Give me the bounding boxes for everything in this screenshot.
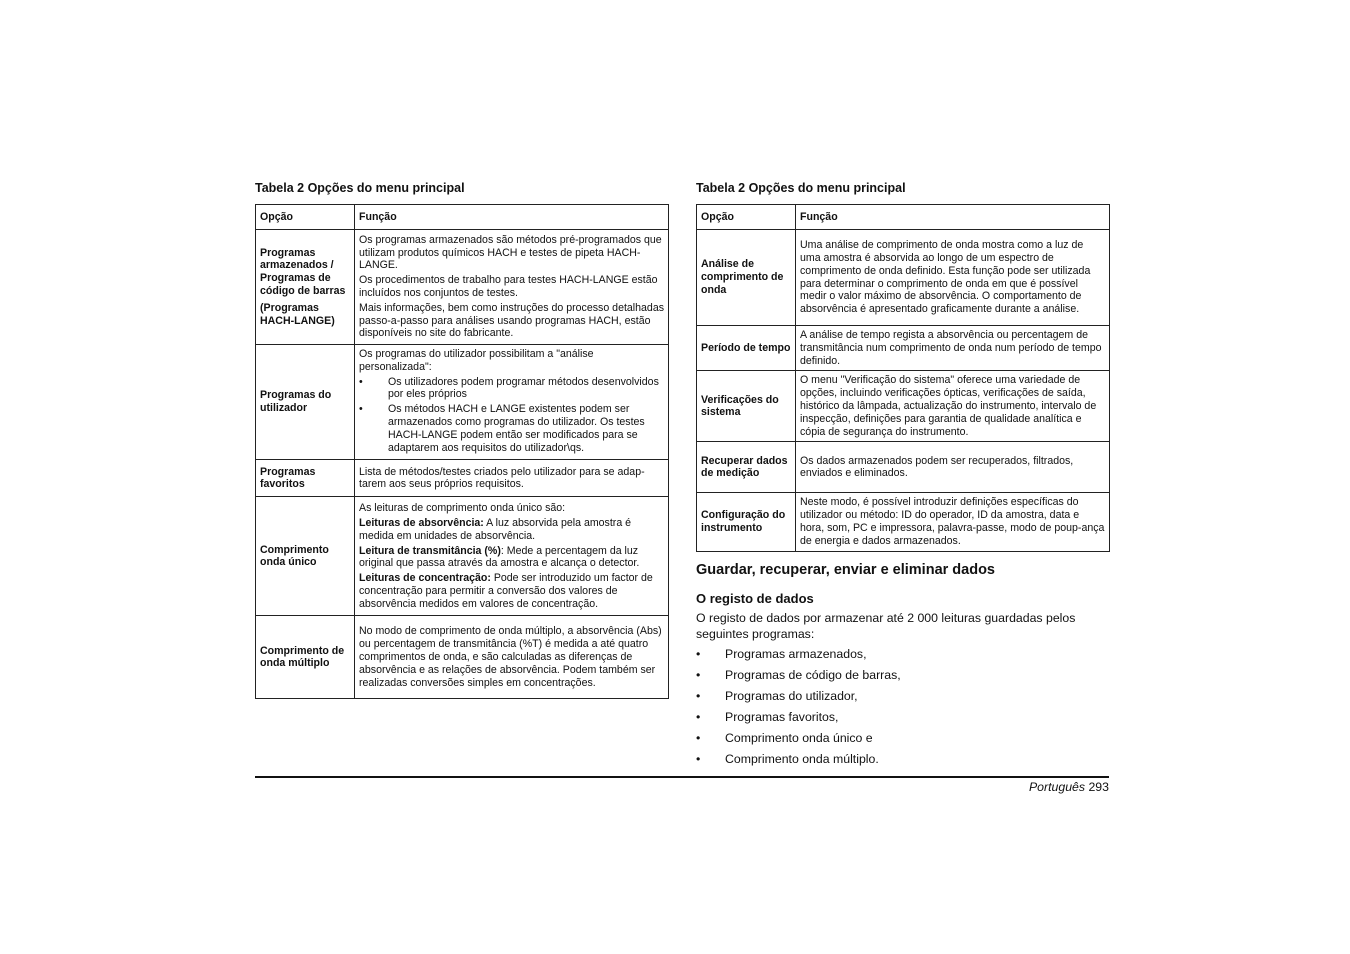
function-intro: Os programas do utilizador possibilitam a "análise personalizada": (359, 348, 594, 373)
function-cell: O menu "Verificação do sistema" oferece uma variedade de opções, incluindo verificações ópticas, verificações de saída, histórico da lâmpada, actualização do instrumento, intervalo de inspecção, definições para garantia de qualidade analítica e cópia de segurança do instrumento. (796, 371, 1110, 442)
list-item (696, 731, 901, 752)
list-item-text: Os utilizadores podem programar métodos desenvolvidos por eles próprios (388, 375, 659, 401)
header-function: Função (355, 205, 669, 230)
function-paragraph (359, 545, 664, 571)
left-column (255, 180, 669, 699)
table-row (256, 497, 669, 616)
table-row (697, 230, 1110, 326)
option-cell: Recuperar dados de medição (697, 442, 796, 493)
main-menu-options-table-right (696, 204, 1110, 552)
option-cell: Análise de comprimento de onda (697, 230, 796, 326)
bullet-icon: • (696, 668, 701, 682)
right-column (696, 180, 1110, 552)
option-cell: Comprimento de onda múltiplo (256, 616, 355, 699)
option-cell: Período de tempo (697, 326, 796, 371)
table-row (256, 460, 669, 497)
function-paragraph: Os procedimentos de trabalho para testes HACH-LANGE estão incluídos nos conjuntos de testes. (359, 274, 658, 299)
list-item-text: Programas de código de barras, (725, 668, 901, 682)
header-option: Opção (697, 205, 796, 230)
table-row (256, 230, 669, 345)
table-row (697, 442, 1110, 493)
main-menu-options-table-left (255, 204, 669, 699)
function-paragraph: Os programas armazenados são métodos pré-programados que utilizam produtos químicos HACH e testes de pipeta HACH-LANGE. (359, 233, 662, 272)
header-option: Opção (256, 205, 355, 230)
table-header-row (697, 205, 1110, 230)
reading-label: Leituras de concentração: (359, 572, 491, 585)
bullet-icon: • (696, 647, 701, 661)
table-row (697, 326, 1110, 371)
option-cell: Programas favoritos (256, 460, 355, 497)
list-item-text: Comprimento onda único e (725, 731, 873, 745)
list-item-text: Programas do utilizador, (725, 689, 858, 703)
list-item (696, 752, 901, 773)
option-cell: Comprimento onda único (256, 497, 355, 616)
table-caption: Tabela 2 Opções do menu principal (255, 181, 465, 195)
body-paragraph: O registo de dados por armazenar até 2 000 leituras guardadas pelos seguintes programas: (696, 611, 1076, 641)
function-cell: A análise de tempo regista a absorvência ou percentagem de transmitância num comprimento de onda num período de tempo definido. (796, 326, 1110, 371)
function-cell (355, 230, 669, 345)
reading-text: : Mede a percentagem da luz original que passa através da amostra e alcança o detector. (359, 544, 640, 570)
option-cell: Programas do utilizador (256, 345, 355, 460)
list-item-text: Programas favoritos, (725, 710, 839, 724)
bullet-icon: • (696, 752, 701, 766)
header-function: Função (796, 205, 1110, 230)
bullet-icon: • (359, 403, 363, 416)
table-row (256, 345, 669, 460)
function-intro: As leituras de comprimento onda único são: (359, 502, 566, 515)
function-paragraph (359, 572, 664, 610)
function-paragraph: Mais informações, bem como instruções do processo detalhadas passo-a-passo para análises usando programas HACH, estão disponíveis no site do fabricante. (359, 301, 665, 340)
bullet-icon: • (696, 689, 701, 703)
table-row (697, 371, 1110, 442)
list-item-text: Os métodos HACH e LANGE existentes podem ser armazenados como programas do utilizador. Os testes HACH-LANGE podem então ser modificados para se adaptarem aos requisitos do utilizador\qs. (388, 403, 645, 454)
function-cell (355, 345, 669, 460)
program-list (696, 647, 901, 773)
list-item (696, 647, 901, 668)
function-cell: Uma análise de comprimento de onda mostra como a luz de uma amostra é absorvida ao longo de um espectro de comprimento de onda definido. Esta função pode ser utilizada para determinar o comprimento de onda em que é possível medir o valor máximo de absorvência. O comportamento de absorvência é apresentado graficamente durante a análise. (796, 230, 1110, 326)
list-item-text: Programas armazenados, (725, 647, 867, 661)
bullet-icon: • (359, 375, 363, 388)
table-caption: Tabela 2 Opções do menu principal (696, 181, 906, 195)
table-row (697, 493, 1110, 551)
function-cell (355, 497, 669, 616)
table-row (256, 616, 669, 699)
page-footer (1029, 780, 1109, 794)
footer-language: Português (1028, 780, 1086, 794)
list-item (696, 689, 901, 710)
option-sublabel: (Programas HACH-LANGE) (260, 301, 335, 327)
option-cell: Verificações do sistema (697, 371, 796, 442)
option-label: Programas armazenados / Programas de código de barras (260, 246, 346, 297)
bullet-list (359, 376, 664, 455)
reading-text: A luz absorvida pela amostra é medida em unidades de absorvência. (359, 516, 632, 542)
page-number: 293 (1088, 780, 1109, 794)
list-item-text: Comprimento onda múltiplo. (725, 752, 879, 766)
option-cell: Configuração do instrumento (697, 493, 796, 551)
list-item (359, 376, 664, 402)
list-item (359, 403, 664, 454)
section-heading: Guardar, recuperar, enviar e eliminar dados (696, 562, 995, 578)
function-cell: Os dados armazenados podem ser recuperados, filtrados, enviados e eliminados. (796, 442, 1110, 493)
reading-label: Leitura de transmitância (%) (359, 544, 501, 557)
list-item (696, 710, 901, 731)
function-cell: Neste modo, é possível introduzir definições específicas do utilizador ou método: ID do operador, ID da amostra, data e hora, som, PC e impressora, palavra-passe, modo de poup-ança de energia e dados armazenados. (796, 493, 1110, 551)
list-item (696, 668, 901, 689)
subsection-heading: O registo de dados (696, 591, 814, 606)
table-header-row (256, 205, 669, 230)
function-cell: Lista de métodos/testes criados pelo utilizador para se adap-tarem aos seus próprios requisitos. (355, 460, 669, 497)
function-paragraph (359, 517, 664, 543)
option-cell (256, 230, 355, 345)
function-cell: No modo de comprimento de onda múltiplo, a absorvência (Abs) ou percentagem de transmitância (%T) é medida a até quatro comprimentos de onda, e são calculadas as diferenças de absorvência e as relações de absorvência. Podem também ser realizadas conversões simples em concentrações. (355, 616, 669, 699)
reading-label: Leituras de absorvência: (359, 516, 484, 529)
reading-text: Pode ser introduzido um factor de concentração para permitir a conversão dos valores de absorvência medidos em valores de concentração. (359, 572, 653, 610)
footer-rule (255, 776, 1109, 778)
bullet-icon: • (696, 731, 701, 745)
bullet-icon: • (696, 710, 701, 724)
